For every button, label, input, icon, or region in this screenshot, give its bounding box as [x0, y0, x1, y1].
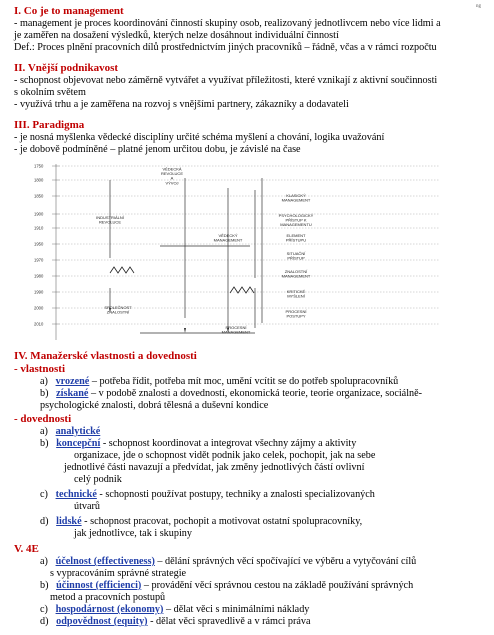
label-management-approach: KLASICKÝ [286, 193, 306, 199]
text-line: organizace, jde o schopnost vidět podnik jako celek, pochopit, jak na sebe [74, 450, 376, 461]
label-process-management: MANAGEMENT [221, 329, 251, 335]
year-tick-label: 1950 [34, 241, 44, 247]
list-marker: d) [40, 516, 49, 527]
label-management-approach: ZNALOSTNÍ [284, 269, 308, 275]
year-tick-label: 1800 [34, 177, 44, 183]
heading-paradigma: III. Paradigma [14, 119, 85, 131]
text-line: celý podnik [74, 474, 122, 485]
label-management-approach: MANAGEMENT [281, 197, 311, 203]
heading-management: I. Co je to management [14, 5, 124, 17]
text-line: Def.: Proces plnění pracovních dílů prostřednictvím jiných pracovníků – řádně, včas a v rámci rozpočtu [14, 42, 437, 53]
list-item [40, 426, 100, 438]
term: hospodárnost (ekonomy) [55, 604, 164, 615]
list-item [40, 580, 413, 592]
text-line: jak jednotlivce, tak i skupiny [74, 528, 192, 539]
definition: - schopnosti používat postupy, techniky a znalosti specializovaných [96, 489, 375, 500]
list-item [40, 556, 416, 568]
term: účinnost (efficienci) [56, 580, 142, 591]
term: koncepční [56, 438, 101, 449]
term: účelnost (effectiveness) [55, 556, 155, 567]
label-management-approach: PSYCHOLOGICKÝ [278, 212, 314, 218]
list-marker: b) [40, 438, 49, 449]
text-line: - je dobově podmíněné – platné jenom určitou dobu, je závislé na čase [14, 144, 301, 155]
list-marker: c) [40, 604, 48, 615]
label-management-approach: POSTUPY [286, 313, 306, 319]
text-line: je zaměřen na dosažení výsledků, kterých nelze dosáhnout individuální činností [14, 30, 339, 41]
definition: – v podobě znalosti a dovedností, ekonomická teorie, teorie organizace, sociálně- [88, 388, 423, 399]
label-management-approach: SITUAČNÍ [286, 251, 306, 257]
label-management-approach: MANAGEMENT [281, 273, 311, 279]
heading-podnikavost: II. Vnější podnikavost [14, 62, 119, 74]
definition: - schopnost pracovat, pochopit a motivovat ostatní spolupracovníky, [81, 516, 363, 527]
label-scientific-revolution: REVOLUCE [160, 171, 184, 177]
year-tick-label: 1980 [34, 273, 44, 279]
heading-vlastnosti: IV. Manažerské vlastnosti a dovednosti [14, 350, 197, 362]
list-item [40, 489, 375, 501]
list-item [40, 438, 356, 450]
text-line: útvarů [74, 501, 101, 512]
label-management-approach: MANAGEMENTU [280, 222, 312, 227]
year-tick-label: 1970 [34, 257, 44, 263]
term: lidské [56, 516, 82, 527]
list-item [40, 388, 422, 400]
year-tick-label: 1850 [34, 193, 44, 199]
list-marker: b) [40, 388, 49, 399]
label-process-management: PROCESNÍ [225, 325, 247, 331]
label-scientific-revolution: VÝVOJ [165, 180, 179, 186]
label-management-approach: PŘÍSTUP K [285, 217, 307, 223]
list-marker: c) [40, 489, 48, 500]
text-line: - je nosná myšlenka vědecké disciplíny určité schéma myšlení a chování, logika uvažování [14, 132, 385, 143]
term: technické [55, 489, 97, 500]
label-scientific-revolution: A [170, 175, 174, 181]
text-line: - management je proces koordinování činností skupiny osob, realizovaný jednotlivcem nebo více lidmi a [14, 18, 441, 29]
label-management-approach: KRITICKÉ [286, 289, 306, 295]
text-line: psychologické znalosti, dobrá tělesná a duševní kondice [40, 400, 269, 411]
label-scientific-management: VĚDECKÝ [218, 233, 238, 239]
term: vrozené [55, 376, 90, 387]
label-industrial-revolution: INDUSTRIÁLNÍ [96, 215, 124, 221]
list-marker: a) [40, 426, 48, 437]
label-management-approach: ELEMENT [286, 233, 306, 239]
text-line: metod a pracovních postupů [50, 592, 166, 603]
list-item [40, 516, 362, 528]
label-knowledge-society: ZNALOSTNÍ [106, 309, 130, 315]
label-scientific-revolution: VĚDECKÁ [162, 166, 182, 172]
page-mark: ng [476, 4, 481, 9]
year-tick-label: 1750 [34, 163, 44, 169]
list-marker: d) [40, 616, 49, 627]
text-line: - schopnost objevovat nebo záměrně vytvářet a využívat příležitosti, které vznikají z aktivní součinnosti [14, 75, 438, 86]
year-tick-label: 1900 [34, 211, 44, 217]
label-knowledge-society: SPOLEČNOST [104, 305, 132, 311]
heading-4e: V. 4E [14, 543, 39, 555]
definition: – provádění věcí správnou cestou na základě používání správných [141, 580, 414, 591]
list-marker: b) [40, 580, 49, 591]
label-management-approach: PŘÍSTUP [287, 255, 305, 261]
term: odpovědnost (equity) [56, 616, 148, 627]
year-tick-label: 2000 [34, 305, 44, 311]
text-line: s okolním světem [14, 87, 86, 98]
definition: - schopnost koordinovat a integrovat všechny zájmy a aktivity [100, 438, 357, 449]
label-scientific-management: MANAGEMENT [213, 237, 243, 243]
paradigm-timeline-diagram [0, 158, 494, 348]
label-management-approach: PŘÍSTUPU [285, 237, 307, 243]
text-line: jednotlivé části navazují a předvídat, jak změny jednotlivých částí ovlivní [64, 462, 365, 473]
definition: - dělat věci spravedlivě a v rámci práva [147, 616, 311, 627]
definition: – dělat věci s minimálními náklady [163, 604, 310, 615]
definition: – dělání správných věcí spočívající ve výběru a vytyčování cílů [154, 556, 417, 567]
list-marker: a) [40, 556, 48, 567]
list-marker: a) [40, 376, 48, 387]
list-item [40, 616, 310, 628]
term: získané [56, 388, 89, 399]
label-management-approach: MYŠLENÍ [287, 293, 305, 299]
year-tick-label: 2010 [34, 321, 44, 327]
label-management-approach: PROCESNÍ [285, 309, 307, 315]
year-tick-label: 1990 [34, 289, 44, 295]
term: analytické [55, 426, 101, 437]
label-industrial-revolution: REVOLUCE [98, 219, 122, 225]
list-item [40, 376, 398, 388]
definition: – potřeba řídit, potřeba mít moc, umění vcítit se do potřeb spolupracovníků [89, 376, 399, 387]
text-line: - využívá trhu a je zaměřena na rozvoj s vnějšími partnery, zákazníky a dodavateli [14, 99, 349, 110]
year-tick-label: 1910 [34, 225, 44, 231]
list-item [40, 604, 309, 616]
subheading-vlastnosti: - vlastnosti [14, 363, 66, 375]
subheading-dovednosti: - dovednosti [14, 413, 72, 425]
text-line: s vypracováním správné strategie [50, 568, 187, 579]
